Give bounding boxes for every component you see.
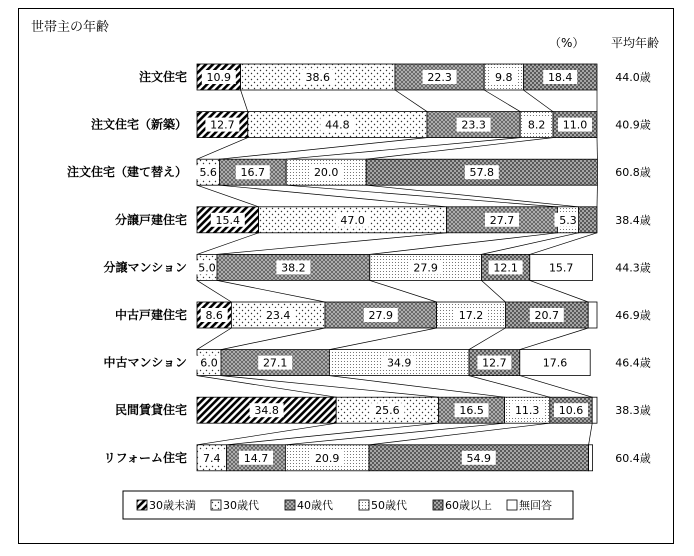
legend-swatch-1 (211, 500, 221, 510)
unit-label: （%） (549, 36, 585, 50)
connector-5-3 (329, 328, 436, 350)
data-label-5-4: 20.7 (534, 309, 560, 322)
data-label-4-1: 5.0 (198, 261, 216, 275)
data-label-1-1: 44.8 (325, 118, 350, 132)
data-label-2-3: 20.0 (313, 166, 339, 180)
connector-2-3 (286, 185, 557, 207)
average-age-0: 44.0歳 (615, 71, 651, 84)
legend-swatch-0 (137, 500, 147, 510)
legend-label-0: 30歳未満 (149, 499, 196, 512)
connector-0-4 (523, 90, 553, 112)
connector-1-1 (197, 138, 248, 160)
data-label-8-1: 7.4 (203, 451, 221, 465)
category-labels (67, 69, 187, 465)
category-label-5: 中古戸建住宅 (114, 308, 187, 322)
data-label-4-5: 15.7 (548, 261, 574, 275)
category-label-4: 分譲マンション (103, 260, 187, 275)
category-label-1: 注文住宅（新築） (90, 117, 187, 132)
data-label-2-2: 16.7 (240, 166, 266, 180)
connector-4-1 (197, 280, 231, 302)
category-label-2: 注文住宅（建て替え） (66, 165, 187, 180)
connector-0-2 (395, 90, 427, 112)
average-age-6: 46.4歳 (615, 356, 651, 370)
average-age-5: 46.9歳 (615, 309, 651, 322)
data-label-0-4: 18.4 (547, 71, 573, 84)
legend-label-4: 60歳以上 (445, 499, 492, 512)
data-label-6-4: 12.7 (482, 356, 507, 370)
category-label-3: 分譲戸建住宅 (114, 212, 187, 227)
data-label-0-0: 10.9 (206, 71, 232, 84)
bar-segment-7-5 (592, 397, 597, 423)
connector-2-1 (197, 185, 259, 207)
bar-segment-8-5 (589, 445, 593, 471)
legend-label-3: 50歳代 (371, 499, 407, 512)
legend-label-5: 無回答 (519, 499, 552, 512)
connector-6-5 (520, 376, 592, 398)
chart-frame (18, 8, 674, 544)
chart-svg (19, 9, 675, 545)
data-label-3-3: 5.3 (559, 213, 577, 227)
average-age-3: 38.4歳 (615, 213, 651, 227)
connector-5-1 (197, 328, 231, 350)
legend-swatch-2 (285, 500, 295, 510)
data-label-8-4: 54.9 (466, 451, 492, 465)
connector-0-3 (484, 90, 520, 112)
connector-6-2 (221, 376, 439, 398)
legend-label-2: 40歳代 (297, 499, 333, 512)
connector-5-5 (520, 328, 588, 350)
bar-segment-5-5 (588, 302, 597, 328)
category-label-0: 注文住宅 (138, 70, 187, 84)
connector-4-3 (370, 280, 437, 302)
data-label-8-2: 14.7 (243, 451, 269, 465)
average-age-1: 40.9歳 (615, 118, 651, 132)
bar-segment-3-4 (579, 207, 597, 233)
data-label-0-3: 9.8 (495, 71, 513, 84)
legend-swatch-5 (507, 500, 517, 510)
connector-6-1 (197, 376, 336, 398)
average-age-8: 60.4歳 (615, 451, 651, 465)
bars-group (194, 64, 598, 471)
connector-3-2 (217, 233, 447, 255)
connector-2-2 (219, 185, 446, 207)
connector-5-4 (469, 328, 505, 350)
data-label-2-4: 57.8 (469, 166, 495, 180)
data-label-0-1: 38.6 (305, 71, 331, 84)
data-label-5-2: 27.9 (368, 309, 394, 322)
data-label-1-2: 23.3 (461, 118, 486, 132)
average-age-labels (615, 70, 651, 465)
data-label-6-5: 17.6 (542, 356, 568, 370)
connector-4-4 (481, 280, 505, 302)
connector-2-4 (366, 185, 578, 207)
data-label-3-1: 47.0 (340, 213, 365, 227)
data-label-7-0: 34.8 (254, 404, 279, 418)
data-label-0-2: 22.3 (427, 71, 452, 84)
data-label-1-4: 11.0 (562, 118, 588, 132)
data-label-4-2: 38.2 (281, 261, 306, 275)
category-label-6: 中古マンション (103, 355, 187, 370)
connector-0-1 (241, 90, 248, 112)
legend-label-1: 30歳代 (223, 499, 259, 512)
data-label-4-3: 27.9 (413, 261, 438, 275)
chart-title: 世帯主の年齢 (31, 20, 110, 35)
data-label-3-0: 15.4 (215, 213, 241, 227)
connector-7-5 (589, 423, 593, 445)
data-label-7-1: 25.6 (375, 404, 400, 418)
data-label-7-2: 16.5 (459, 404, 484, 418)
connector-4-2 (217, 280, 325, 302)
data-label-3-2: 27.7 (489, 213, 515, 227)
average-age-7: 38.3歳 (615, 404, 651, 418)
data-label-1-3: 8.2 (527, 118, 546, 132)
average-age-4: 44.3歳 (615, 261, 651, 275)
average-age-2: 60.8歳 (615, 166, 651, 180)
average-age-header: 平均年齢 (611, 36, 660, 50)
data-label-5-0: 8.6 (205, 309, 223, 322)
legend-swatch-3 (359, 500, 369, 510)
legend-swatch-4 (433, 500, 443, 510)
connector-7-2 (227, 423, 439, 445)
data-label-8-3: 20.9 (314, 451, 340, 465)
data-label-7-3: 11.3 (514, 404, 540, 418)
connector-4-5 (530, 280, 588, 302)
data-label-6-2: 27.1 (262, 356, 288, 370)
connector-5-2 (221, 328, 325, 350)
data-label-6-1: 6.0 (200, 356, 218, 370)
data-label-5-3: 17.2 (458, 309, 484, 322)
data-label-1-0: 12.7 (210, 118, 235, 132)
data-label-6-3: 34.9 (386, 356, 412, 370)
data-label-4-4: 12.1 (493, 261, 518, 275)
connector-6-3 (329, 376, 504, 398)
category-label-7: 民間賃貸住宅 (114, 403, 187, 418)
data-label-2-1: 5.6 (199, 166, 217, 180)
data-label-5-1: 23.4 (265, 309, 291, 322)
category-label-8: リフォーム住宅 (103, 450, 187, 465)
data-label-7-4: 10.6 (558, 404, 584, 418)
